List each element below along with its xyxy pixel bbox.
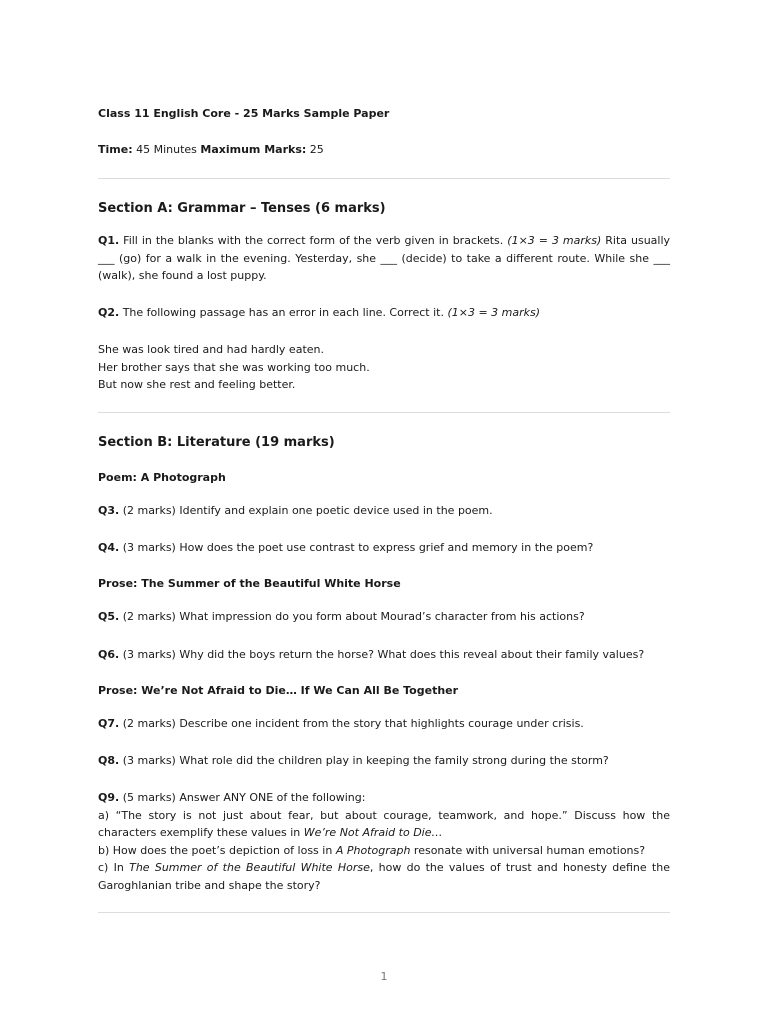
question-q8: Q8. (3 marks) What role did the children play in keeping the family strong during the storm? [98,754,609,767]
question-q3: Q3. (2 marks) Identify and explain one poetic device used in the poem. [98,504,493,517]
question-q1: Q1. Fill in the blanks with the correct form of the verb given in brackets. (1×3 = 3 marks) Rita usually ___ (go) for a walk in the evening. Yesterday, she ___ (decide) to take a different route. While she ___ (walk), she found a lost puppy. [98,234,671,282]
divider [98,912,670,913]
max-marks-value: 25 [309,143,324,156]
max-marks-label: Maximum Marks: [200,143,307,156]
passage-line: But now she rest and feeling better. [98,378,296,391]
option-b: b) How does the poet’s depiction of loss in A Photograph resonate with universal human emotions? [98,843,646,857]
divider [98,412,670,413]
question-q9: Q9. (5 marks) Answer ANY ONE of the following: a) “The story is not just about fear, but about courage, teamwork, and hope.” Discuss how the characters exemplify these values in We’re Not Afraid to Die… b) How does the poet’s depiction of loss in A Photograph resonate with universal human emotions? c) In The Summer of the Beautiful White Horse, how do the values of trust and honesty define the Garoghlanian tribe and shape the story? [98,789,670,894]
question-q5: Q5. (2 marks) What impression do you form about Mourad’s character from his actions? [98,610,585,623]
subheading-prose-horse: Prose: The Summer of the Beautiful White Horse [98,577,401,590]
section-a-heading: Section A: Grammar – Tenses (6 marks) [98,201,386,216]
question-q7: Q7. (2 marks) Describe one incident from the story that highlights courage under crisis. [98,717,584,730]
option-c: c) In The Summer of the Beautiful White Horse, how do the values of trust and honesty define the Garoghlanian tribe and shape the story? [98,861,670,892]
time-label: Time: [98,143,133,156]
question-q2: Q2. The following passage has an error in each line. Correct it. (1×3 = 3 marks) [98,306,541,319]
paper-meta [98,141,670,159]
error-passage [98,341,670,394]
passage-line: Her brother says that she was working too much. [98,360,370,374]
page-number: 1 [380,970,388,983]
question-q4: Q4. (3 marks) How does the poet use contrast to express grief and memory in the poem? [98,541,594,554]
subheading-poem: Poem: A Photograph [98,471,226,484]
time-value: 45 Minutes [136,143,197,156]
question-q6: Q6. (3 marks) Why did the boys return the horse? What does this reveal about their family values? [98,648,645,661]
subheading-prose-storm: Prose: We’re Not Afraid to Die… If We Can All Be Together [98,684,459,697]
section-b-heading: Section B: Literature (19 marks) [98,435,335,450]
option-a: a) “The story is not just about fear, but about courage, teamwork, and hope.” Discuss how the characters exemplify these values in We’re Not Afraid to Die… [98,808,670,839]
paper-title: Class 11 English Core - 25 Marks Sample Paper [98,107,390,120]
passage-line: She was look tired and had hardly eaten. [98,343,324,356]
divider [98,178,670,179]
